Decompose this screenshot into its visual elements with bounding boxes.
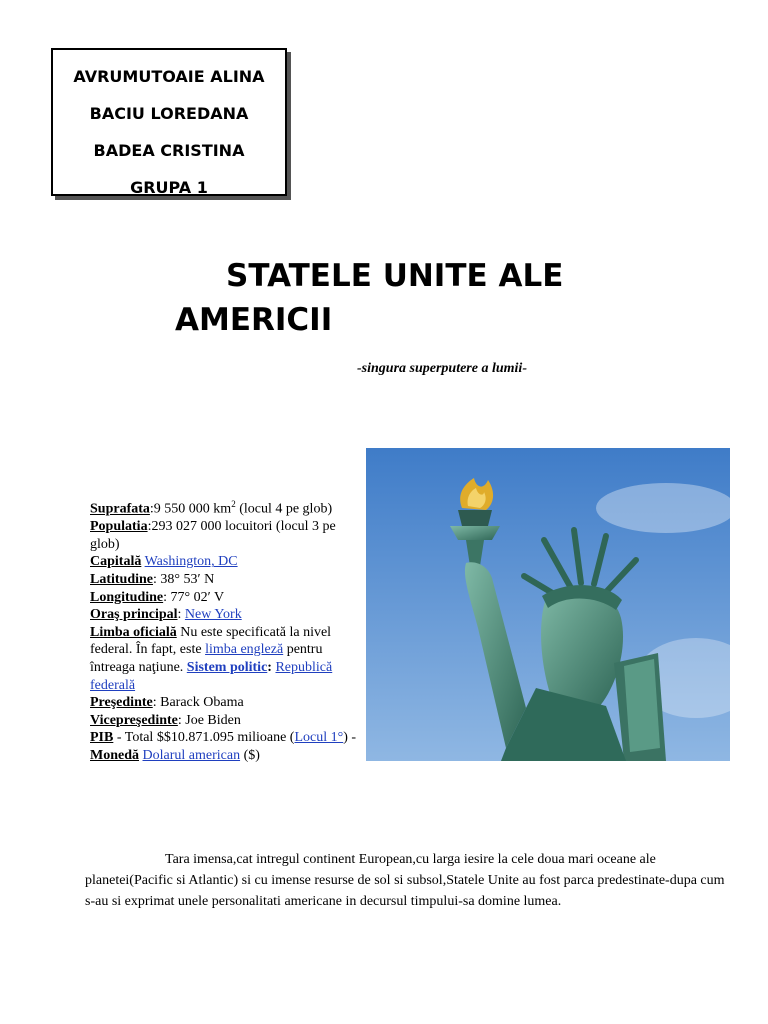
fact-suprafata	[90, 496, 358, 518]
fact-value: : Joe Biden	[177, 712, 241, 728]
body-paragraph: Tara imensa,cat intregul continent European,cu larga iesire la cele doua mari oceane ale planetei(Pacific si Atlantic) si cu imense resurse de sol si subsol,Statele Unite au fost parca predestinate-dupa cum s-au si exprimat unele personalitati americane in decursul timpului-sa domine lumea.	[85, 852, 725, 909]
author-name-3: BADEA CRISTINA	[93, 141, 245, 160]
title-line-2: AMERICII	[175, 302, 333, 338]
facts-block	[90, 496, 358, 765]
fact-value: - Total $$10.871.095 milioane (	[113, 730, 295, 746]
fact-label: Monedă	[90, 747, 139, 763]
fact-longitudine	[90, 589, 358, 607]
title-line-1: STATELE UNITE ALE	[226, 258, 564, 294]
author-name-1: AVRUMUTOAIE ALINA	[73, 67, 265, 86]
fact-label: Vicepreşedinte	[90, 712, 178, 728]
fact-label: Longitudine	[90, 589, 164, 605]
fact-value: : Barack Obama	[152, 695, 244, 711]
fact-vicepresedinte	[90, 712, 358, 730]
statue-of-liberty-photo	[366, 448, 730, 761]
fact-value: :293 027 000 locuitori (locul 3 pe glob)	[90, 519, 336, 552]
dolarul-link[interactable]: Dolarul american	[142, 747, 241, 763]
fact-presedinte	[90, 694, 358, 712]
fact-value: ($)	[240, 747, 260, 763]
fact-limba	[90, 624, 358, 694]
fact-label: Latitudine	[90, 572, 154, 588]
fact-label: Preşedinte	[90, 695, 153, 711]
author-name-2: BACIU LOREDANA	[89, 104, 249, 123]
subtitle: -singura superputere a lumii-	[357, 361, 527, 376]
sistem-politic-link[interactable]: Sistem politic	[186, 660, 268, 675]
fact-moneda	[90, 747, 358, 765]
fact-label: Populatia	[90, 519, 148, 535]
fact-label: Capitală	[90, 554, 142, 570]
group-label: GRUPA 1	[130, 178, 208, 197]
capitala-link[interactable]: Washington, DC	[144, 554, 238, 570]
fact-value: :9 550 000 km	[149, 501, 232, 517]
fact-oras	[90, 606, 358, 624]
fact-sep: :	[177, 607, 185, 623]
fact-value: Nu este specificată la nivel federal. În fapt, este	[90, 624, 332, 658]
fact-value: (locul 4 pe glob)	[235, 501, 333, 517]
fact-capitala	[90, 553, 358, 571]
republica-link[interactable]: Republică federală	[90, 660, 333, 693]
fact-label: Suprafata	[90, 501, 150, 517]
fact-latitudine	[90, 571, 358, 589]
fact-value: pentru întreaga naţiune.	[90, 642, 323, 675]
fact-label: Limba oficială	[90, 624, 177, 640]
page-title	[175, 254, 635, 342]
fact-label: PIB	[90, 730, 114, 746]
limba-link[interactable]: limba engleză	[205, 642, 284, 658]
fact-value: : 77° 02′ V	[163, 589, 225, 605]
fact-sup: 2	[231, 499, 236, 509]
fact-value: : 38° 53′ N	[153, 572, 215, 588]
oras-link[interactable]: New York	[184, 607, 242, 623]
locul-link[interactable]: Locul 1°	[294, 730, 344, 746]
fact-sep: :	[267, 660, 276, 675]
fact-pib	[90, 729, 358, 747]
authors-box	[51, 48, 287, 196]
fact-populatia	[90, 518, 358, 553]
fact-value: ) -	[343, 730, 357, 746]
fact-label: Oraş principal	[90, 607, 178, 623]
